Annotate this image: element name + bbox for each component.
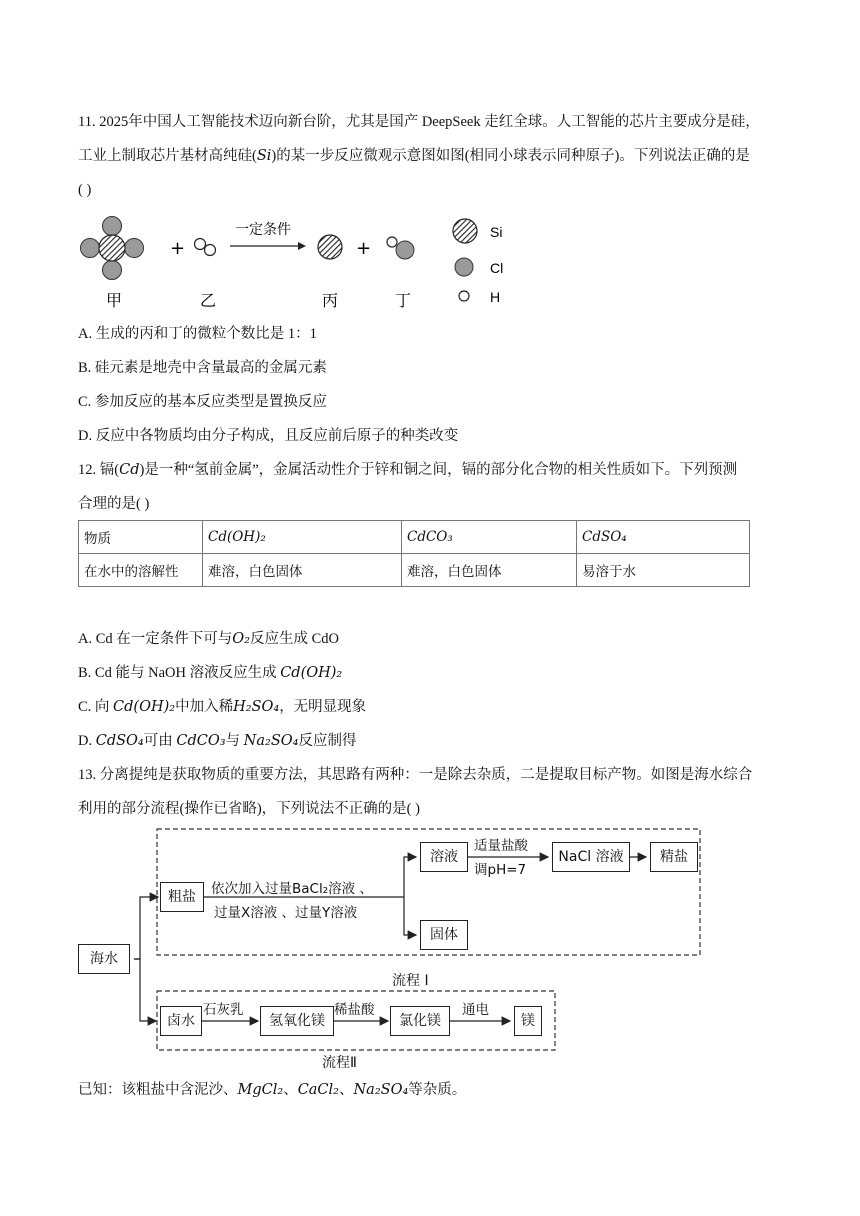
crude-salt-box: 粗盐 — [160, 882, 204, 912]
reaction-condition: 一定条件 — [235, 222, 291, 238]
q12-option-c-text-2: 中加入稀 — [175, 699, 234, 715]
table-header-cell: CdCO₃ — [402, 521, 577, 554]
brine-box: 卤水 — [160, 1006, 202, 1036]
mg-hydroxide-box: 氢氧化镁 — [260, 1006, 334, 1036]
q11-si-symbol: Si — [256, 148, 272, 164]
q13-note — [78, 1080, 466, 1100]
q12-option-d-formula-1: CdSO₄ — [95, 733, 144, 749]
table-row — [79, 554, 750, 587]
q12-option-c-formula-1: Cd(OH)₂ — [113, 699, 176, 715]
seawater-box: 海水 — [78, 944, 130, 974]
q13-note-formula-2: CaCl₂ — [297, 1082, 339, 1098]
lime-milk-text: 石灰乳 — [203, 1002, 244, 1018]
table-cell: 难溶，白色固体 — [203, 554, 402, 587]
q12-option-b — [78, 663, 342, 683]
q13-note-formula-1: MgCl₂ — [237, 1082, 284, 1098]
q12-line2: 合理的是( ) — [78, 496, 150, 512]
q13-note-text-1: 已知：该粗盐中含泥沙、 — [78, 1082, 238, 1098]
legend-cl-ball — [455, 258, 473, 276]
legend-si-ball — [453, 219, 477, 243]
hcl-molecule — [387, 237, 414, 259]
q12-line1 — [78, 460, 737, 480]
q12-option-d-formula-3: Na₂SO₄ — [243, 733, 299, 749]
q12-cd-symbol: Cd — [119, 462, 140, 478]
q12-option-d-text-2: 可由 — [143, 733, 177, 749]
q11-reaction-diagram — [70, 208, 530, 316]
dilute-hcl-text: 稀盐酸 — [334, 1002, 375, 1018]
q13-line1: 13. 分离提纯是获取物质的重要方法，其思路有两种：一是除去杂质，二是提取目标产物。如图是海水综合 — [78, 767, 753, 783]
q11-option-a: A. 生成的丙和丁的微粒个数比是 1：1 — [78, 326, 317, 342]
q12-option-b-text: B. Cd 能与 NaOH 溶液反应生成 — [78, 665, 281, 681]
q12-option-d-text-1: D. — [78, 733, 96, 749]
q12-option-d-formula-2: CdCO₃ — [176, 733, 226, 749]
mg-chloride-box: 氯化镁 — [390, 1006, 450, 1036]
label-jia: 甲 — [106, 291, 123, 310]
q13-note-formula-3: Na₂SO₄ — [353, 1082, 409, 1098]
q13-line2: 利用的部分流程(操作已省略)，下列说法不正确的是( ) — [78, 801, 420, 817]
q12-line1-text-a: 12. 镉( — [78, 462, 120, 478]
label-bing: 丙 — [322, 291, 339, 310]
table-header-cell: Cd(OH)₂ — [203, 521, 402, 554]
si-atom — [318, 235, 342, 259]
reagent-text-2: 过量X溶液 、过量Y溶液 — [214, 905, 358, 921]
q12-option-a-formula: O₂ — [232, 631, 250, 647]
q12-line1-text-b: )是一种“氢前金属”，金属活动性介于锌和铜之间，镉的部分化合物的相关性质如下。下列预测 — [139, 462, 738, 478]
q11-line1: 11. 2025年中国人工智能技术迈向新台阶，尤其是国产 DeepSeek 走红全球。人工智能的芯片主要成分是硅， — [78, 114, 760, 130]
q12-option-c-text-3: ，无明显现象 — [279, 699, 367, 715]
table-header-cell: 物质 — [79, 521, 203, 554]
solid-box: 固体 — [420, 920, 468, 950]
q12-option-a-text-2: 反应生成 CdO — [249, 631, 340, 647]
table-header-cell: CdSO₄ — [577, 521, 750, 554]
magnesium-box: 镁 — [514, 1006, 542, 1036]
q13-note-sep-1: 、 — [283, 1082, 298, 1098]
legend-cl-label: Cl — [490, 260, 504, 276]
q11-option-b: B. 硅元素是地壳中含量最高的金属元素 — [78, 360, 327, 376]
process1-label: 流程 I — [392, 973, 429, 989]
plus-sign-1: + — [170, 238, 186, 259]
process2-label: 流程Ⅱ — [322, 1055, 357, 1071]
legend-h-label: H — [490, 289, 501, 305]
legend-si-label: Si — [490, 224, 503, 240]
q11-option-c: C. 参加反应的基本反应类型是置换反应 — [78, 394, 327, 410]
q12-option-d-text-4: 反应制得 — [298, 733, 357, 749]
plus-sign-2: + — [356, 238, 372, 259]
label-ding: 丁 — [395, 291, 412, 310]
q12-option-d — [78, 731, 356, 751]
label-yi: 乙 — [200, 291, 217, 310]
table-cell: 易溶于水 — [577, 554, 750, 587]
q11-answer-blank: ( ) — [78, 182, 92, 198]
q11-option-d: D. 反应中各物质均由分子构成，且反应前后原子的种类改变 — [78, 428, 459, 444]
table-cell: 在水中的溶解性 — [79, 554, 203, 587]
q12-option-c — [78, 697, 366, 717]
q12-option-d-text-3: 与 — [225, 733, 244, 749]
q12-option-a-text-1: A. Cd 在一定条件下可与 — [78, 631, 233, 647]
nacl-solution-box: NaCl 溶液 — [552, 842, 630, 872]
electrolysis-text: 通电 — [462, 1002, 489, 1018]
q11-line2 — [78, 146, 750, 166]
q13-note-sep-2: 、 — [338, 1082, 354, 1098]
table-cell: 难溶，白色固体 — [402, 554, 577, 587]
table-header-row — [79, 521, 750, 554]
q11-line2-text-a: 工业上制取芯片基材高纯硅( — [78, 148, 257, 164]
solution-box: 溶液 — [420, 842, 468, 872]
q12-option-a — [78, 629, 339, 649]
reaction-arrowhead — [298, 242, 306, 250]
q12-option-c-text-1: C. 向 — [78, 699, 114, 715]
q12-option-c-formula-2: H₂SO₄ — [233, 699, 280, 715]
ph-text: 调pH=7 — [474, 862, 527, 878]
legend-h-ball — [459, 291, 469, 301]
h2-molecule — [195, 239, 216, 256]
reagent-text-1: 依次加入过量BaCl₂溶液 、 — [211, 881, 373, 897]
q12-property-table — [78, 520, 750, 587]
refined-salt-box: 精盐 — [650, 842, 698, 872]
q12-option-b-formula: Cd(OH)₂ — [280, 665, 343, 681]
q11-line2-text-b: )的某一步反应微观示意图如图(相同小球表示同种原子)。下列说法正确的是 — [271, 148, 750, 164]
acid-text: 适量盐酸 — [474, 838, 528, 854]
sicl4-molecule — [81, 217, 144, 280]
q13-note-text-2: 等杂质。 — [408, 1082, 467, 1098]
